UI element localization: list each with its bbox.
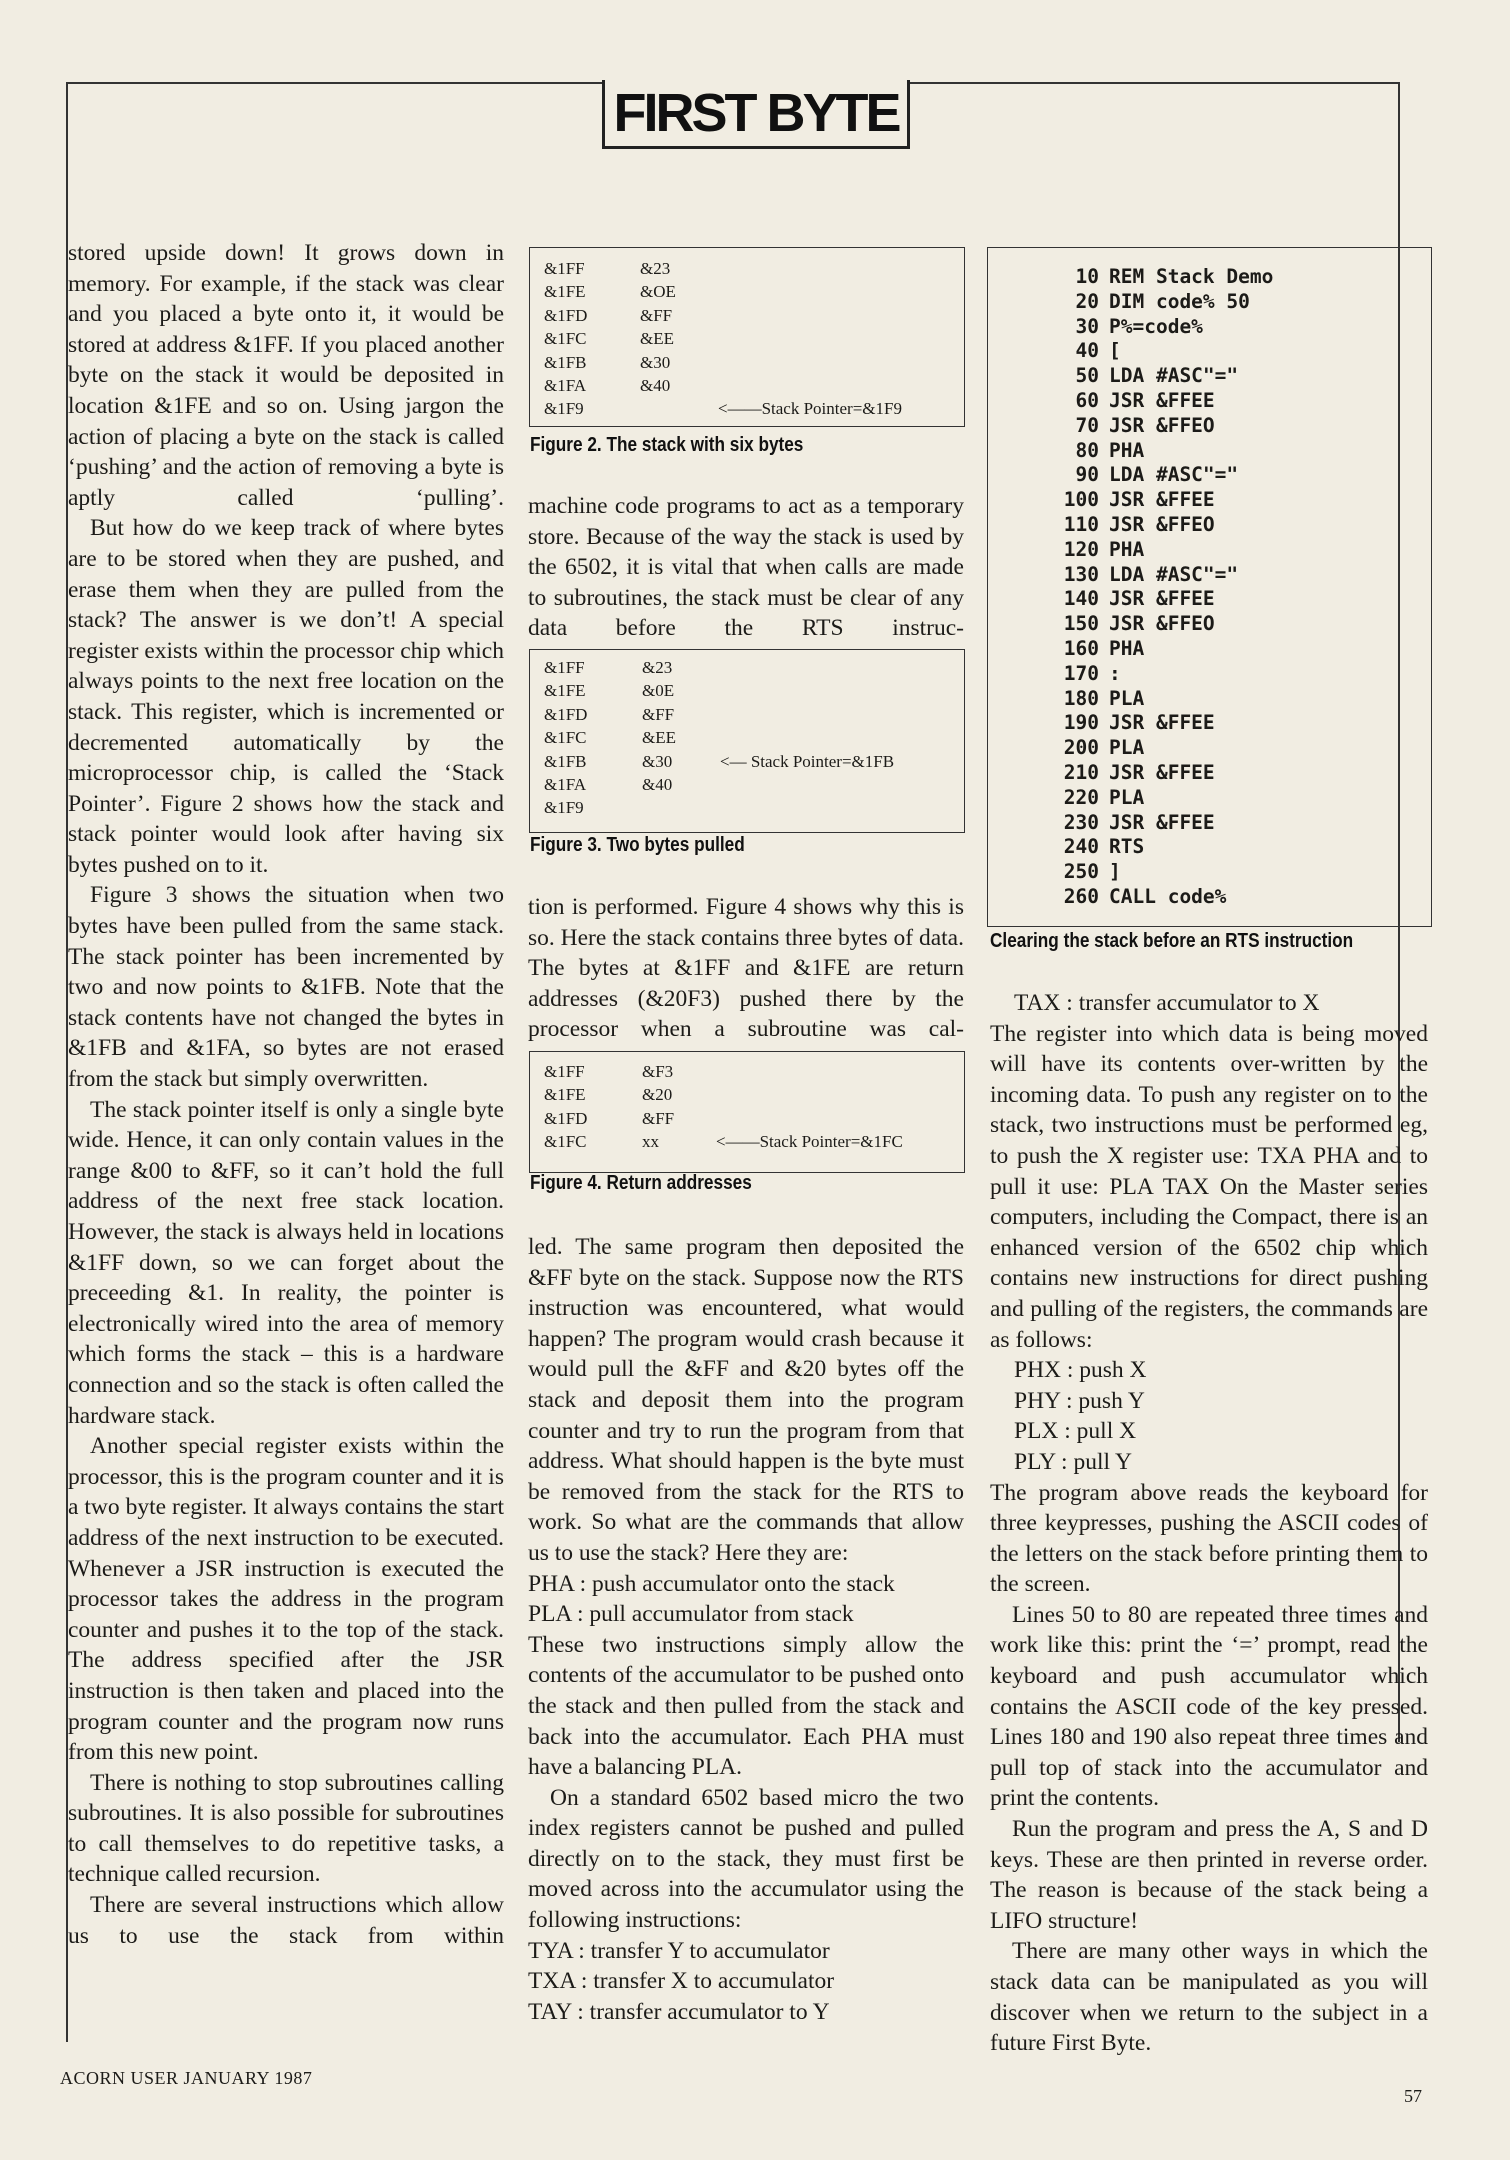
line-number: 240: [1063, 835, 1099, 859]
line-code: PLA: [1109, 736, 1145, 760]
stack-address: &1FF: [544, 259, 585, 278]
figure-2-caption: Figure 2. The stack with six bytes: [530, 434, 804, 456]
line-code: JSR &FFEO: [1109, 512, 1215, 536]
listing-line: [988, 860, 1431, 885]
line-code: JSR &FFEE: [1109, 488, 1215, 512]
line-number: 220: [1063, 785, 1099, 809]
line-number: 180: [1063, 686, 1099, 710]
paragraph: Another special register exists within the processor, this is the program counter and it is a two byte register. It always contains the start address of the next instruction to be executed. Whenever a JSR instruction is executed the processor takes the address in the program counter and pushes it to the top of the stack. The address specified after the JSR instruction is then taken and placed into the program counter and the program now runs from this new point.: [68, 1433, 504, 1766]
stack-address: &1FB: [544, 352, 587, 372]
stack-address: &1FC: [544, 728, 587, 748]
line-number: 20: [1075, 289, 1099, 313]
paragraph: machine code programs to act as a temporary store. Because of the way the stack is used by the 6502, it is vital that when calls are made to subroutines, the stack must be clear of any data before the RTS instruc-: [528, 493, 964, 642]
stack-address: &1FE: [544, 282, 586, 302]
line-code: RTS: [1109, 835, 1145, 859]
line-number: 140: [1063, 587, 1099, 611]
listing-caption: Clearing the stack before an RTS instruction: [990, 930, 1354, 952]
stack-value: &OE: [640, 282, 676, 302]
instruction-line: TXA : transfer X to accumulator: [528, 1968, 835, 1995]
instruction-line: PHY : push Y: [1014, 1387, 1145, 1414]
listing-line: [988, 835, 1431, 860]
line-number: 60: [1075, 388, 1099, 412]
line-code: LDA #ASC"=": [1109, 463, 1239, 487]
paragraph: Figure 3 shows the situation when two bytes have been pulled from the same stack. The stack pointer has been incremented by two and now points to &1FB. Note that the stack contents have not changed the bytes in &1FB and &1FA, so bytes are not erased from the stack but simply overwritten.: [68, 882, 504, 1093]
figure-2-table: [529, 247, 965, 427]
stack-value: &30: [642, 751, 673, 771]
line-number: 130: [1063, 562, 1099, 586]
line-number: 40: [1075, 339, 1099, 363]
paragraph: But how do we keep track of where bytes are to be stored when they are pushed, and erase them when they are pulled from the stack? The answer is we don’t! A special register exists within the processor chip which always points to the next free location on the stack. This register, which is incremented or decremented automatically by the microprocessor chip, is called the ‘Stack Pointer’. Figure 2 shows how the stack and stack pointer would look after having six bytes pushed on to it.: [68, 515, 504, 878]
stack-address: &1FD: [544, 1108, 588, 1128]
line-number: 80: [1075, 438, 1099, 462]
listing-line: [988, 364, 1431, 389]
page-number: 57: [1404, 2086, 1422, 2106]
stack-value: &FF: [642, 704, 675, 724]
line-number: 250: [1063, 860, 1099, 884]
listing-line: [988, 885, 1431, 910]
column-1: [68, 238, 504, 1951]
column-2-text-a: [528, 491, 964, 644]
stack-value: &FF: [642, 1108, 675, 1128]
instruction-line: PHA : push accumulator onto the stack: [528, 1570, 895, 1597]
line-code: :: [1109, 661, 1121, 685]
stack-address: &1FE: [544, 1085, 586, 1105]
line-code: JSR &FFEO: [1109, 612, 1215, 636]
line-code: DIM code% 50: [1109, 289, 1250, 313]
stack-value: &40: [640, 375, 671, 395]
stack-address: &1F9: [544, 798, 584, 818]
line-number: 100: [1063, 488, 1099, 512]
line-number: 110: [1063, 512, 1099, 536]
stack-value: &40: [642, 774, 673, 794]
stack-address: &1F9: [544, 399, 584, 419]
instruction-line: PLA : pull accumulator from stack: [528, 1601, 854, 1628]
line-code: ]: [1109, 860, 1121, 884]
paragraph: There are many other ways in which the stack data can be manipulated as you will discover when we return to the subject in a future First Byte.: [990, 1938, 1428, 2057]
stack-value: &EE: [640, 329, 674, 349]
paragraph: The register into which data is being moved will have its contents over-written by the incoming data. To push any register on to the stack, two instructions must be performed eg, to push the X register use: TXA PHA and to pull it use: PLA TAX On the Master series computers, including the Compact, there is an enhanced version of the 6502 chip which contains new instructions for direct pushing and pulling of the registers, the commands are as follows:: [990, 1020, 1428, 1353]
publication-footer: ACORN USER JANUARY 1987: [60, 2068, 313, 2088]
line-number: 30: [1075, 314, 1099, 338]
line-code: PLA: [1109, 785, 1145, 809]
listing-line: [988, 687, 1431, 712]
listing-line: [988, 513, 1431, 538]
line-number: 230: [1063, 810, 1099, 834]
stack-address: &1FB: [544, 751, 587, 771]
line-code: LDA #ASC"=": [1109, 562, 1239, 586]
instruction-line: TYA : transfer Y to accumulator: [528, 1937, 830, 1964]
line-code: JSR &FFEE: [1109, 711, 1215, 735]
paragraph: These two instructions simply allow the contents of the accumulator to be pushed onto the stack and then pulled from the stack and back into the accumulator. Each PHA must have a balancing PLA.: [528, 1631, 964, 1781]
line-number: 10: [1075, 265, 1099, 288]
stack-address: &1FF: [544, 1062, 585, 1081]
stack-value: &30: [640, 352, 671, 372]
stack-value: xx: [642, 1132, 659, 1152]
stack-pointer-label: <——Stack Pointer=&1F9: [718, 399, 902, 419]
stack-address: &1FD: [544, 305, 588, 325]
listing-line: [988, 315, 1431, 340]
column-2-text-b: [528, 892, 964, 1045]
line-code: [: [1109, 339, 1121, 363]
instruction-line: PHX : push X: [1014, 1357, 1147, 1384]
listing-line: [988, 711, 1431, 736]
line-code: JSR &FFEE: [1109, 388, 1215, 412]
listing-line: [988, 563, 1431, 588]
line-number: 160: [1063, 636, 1099, 660]
paragraph: The program above reads the keyboard for three keypresses, pushing the ASCII codes of the letters on the stack before printing them to the screen.: [990, 1479, 1428, 1598]
listing-line: [988, 488, 1431, 513]
line-number: 210: [1063, 760, 1099, 784]
section-header: FIRST BYTE: [602, 80, 910, 149]
paragraph: The stack pointer itself is only a single byte wide. Hence, it can only contain values in the range &00 to &FF, so it can’t hold the full address of the next free stack location. However, the stack is always held in locations &1FF down, so we can forget about the preceeding &1. In reality, the pointer is electronically wired into the area of memory which forms the stack – this is a hardware connection and so the stack is often called the hardware stack.: [68, 1096, 504, 1429]
instruction-line: PLX : pull X: [1014, 1418, 1137, 1445]
stack-value: &F3: [642, 1062, 674, 1081]
line-code: PLA: [1109, 686, 1145, 710]
stack-address: &1FE: [544, 681, 586, 701]
line-number: 50: [1075, 364, 1099, 388]
listing-line: [988, 786, 1431, 811]
stack-pointer-label: <——Stack Pointer=&1FC: [716, 1132, 903, 1152]
instruction-line: PLY : pull Y: [1014, 1448, 1132, 1475]
line-number: 260: [1063, 884, 1099, 908]
line-code: LDA #ASC"=": [1109, 364, 1239, 388]
listing-line: [988, 612, 1431, 637]
stack-value: &0E: [642, 681, 675, 701]
stack-pointer-label: <— Stack Pointer=&1FB: [720, 751, 895, 771]
paragraph: Lines 50 to 80 are repeated three times and work like this: print the ‘=’ prompt, read the keyboard and push accumulator which contains the ASCII code of the key pressed. Lines 180 and 190 also repeat three times and pull top of stack into the accumulator and print the contents.: [990, 1601, 1428, 1812]
column-3-text: [990, 988, 1428, 2059]
stack-value: &23: [640, 259, 671, 278]
stack-value: &23: [642, 658, 673, 677]
line-code: JSR &FFEO: [1109, 413, 1215, 437]
line-code: PHA: [1109, 537, 1145, 561]
stack-value: &EE: [642, 728, 676, 748]
listing-line: [988, 662, 1431, 687]
listing-line: [988, 389, 1431, 414]
line-number: 90: [1075, 463, 1099, 487]
line-number: 120: [1063, 537, 1099, 561]
line-number: 200: [1063, 736, 1099, 760]
line-code: PHA: [1109, 636, 1145, 660]
paragraph: tion is performed. Figure 4 shows why this is so. Here the stack contains three bytes of data. The bytes at &1FF and &1FE are return addresses (&20F3) pushed there by the processor when a subroutine was cal-: [528, 894, 964, 1043]
listing-line: [988, 538, 1431, 563]
figure-3-table: [529, 649, 965, 833]
stack-address: &1FC: [544, 1132, 587, 1152]
stack-value: &FF: [640, 305, 673, 325]
figure-3-caption: Figure 3. Two bytes pulled: [530, 834, 745, 856]
line-code: CALL code%: [1109, 884, 1227, 908]
paragraph: stored upside down! It grows down in memory. For example, if the stack was clear and you placed a byte onto it, it would be stored at address &1FF. If you placed another byte on the stack it would be deposited in location &1FE and so on. Using jargon the action of placing a byte on the stack is called ‘pushing’ and the action of removing a byte is aptly called ‘pulling’.: [68, 240, 504, 511]
program-listing: [987, 247, 1432, 927]
stack-value: &20: [642, 1085, 673, 1105]
listing-line: [988, 811, 1431, 836]
instruction-line: TAY : transfer accumulator to Y: [528, 1998, 830, 2025]
stack-address: &1FA: [544, 375, 587, 395]
line-number: 70: [1075, 413, 1099, 437]
listing-line: [988, 439, 1431, 464]
line-number: 150: [1063, 612, 1099, 636]
listing-line: [988, 637, 1431, 662]
paragraph: Run the program and press the A, S and D keys. These are then printed in reverse order. The reason is because of the stack being a LIFO structure!: [990, 1816, 1428, 1934]
listing-line: [988, 414, 1431, 439]
stack-address: &1FC: [544, 329, 587, 349]
column-2-text-c: [528, 1232, 964, 2027]
listing-line: [988, 265, 1431, 290]
stack-address: &1FF: [544, 658, 585, 677]
figure-4-caption: Figure 4. Return addresses: [530, 1172, 752, 1194]
listing-line: [988, 736, 1431, 761]
stack-address: &1FD: [544, 704, 588, 724]
listing-line: [988, 587, 1431, 612]
line-code: PHA: [1109, 438, 1145, 462]
paragraph: There is nothing to stop subroutines calling subroutines. It is also possible for subroutines to call themselves to do repetitive tasks, a technique called recursion.: [68, 1769, 504, 1888]
listing-line: [988, 463, 1431, 488]
paragraph: There are several instructions which allow us to use the stack from within: [68, 1892, 504, 1949]
line-code: JSR &FFEE: [1109, 587, 1215, 611]
listing-line: [988, 761, 1431, 786]
figure-4-table: [529, 1051, 965, 1173]
paragraph: led. The same program then deposited the &FF byte on the stack. Suppose now the RTS instruction was encountered, what would happen? The program would crash because it would pull the &FF and &20 bytes off the stack and deposit them into the program counter and try to run the program from that address. What should happen is the byte must be removed from the stack for the RTS to work. So what are the commands that allow us to use the stack? Here they are:: [528, 1234, 964, 1566]
line-code: P%=code%: [1109, 314, 1203, 338]
paragraph: On a standard 6502 based micro the two index registers cannot be pushed and pulled directly on to the stack, they must first be moved across into the accumulator using the following instructions:: [528, 1784, 964, 1934]
line-number: 190: [1063, 711, 1099, 735]
listing-line: [988, 339, 1431, 364]
line-number: 170: [1063, 661, 1099, 685]
line-code: JSR &FFEE: [1109, 810, 1215, 834]
instruction-line: TAX : transfer accumulator to X: [1014, 990, 1320, 1016]
listing-line: [988, 290, 1431, 315]
stack-address: &1FA: [544, 774, 587, 794]
line-code: REM Stack Demo: [1109, 265, 1274, 288]
line-code: JSR &FFEE: [1109, 760, 1215, 784]
